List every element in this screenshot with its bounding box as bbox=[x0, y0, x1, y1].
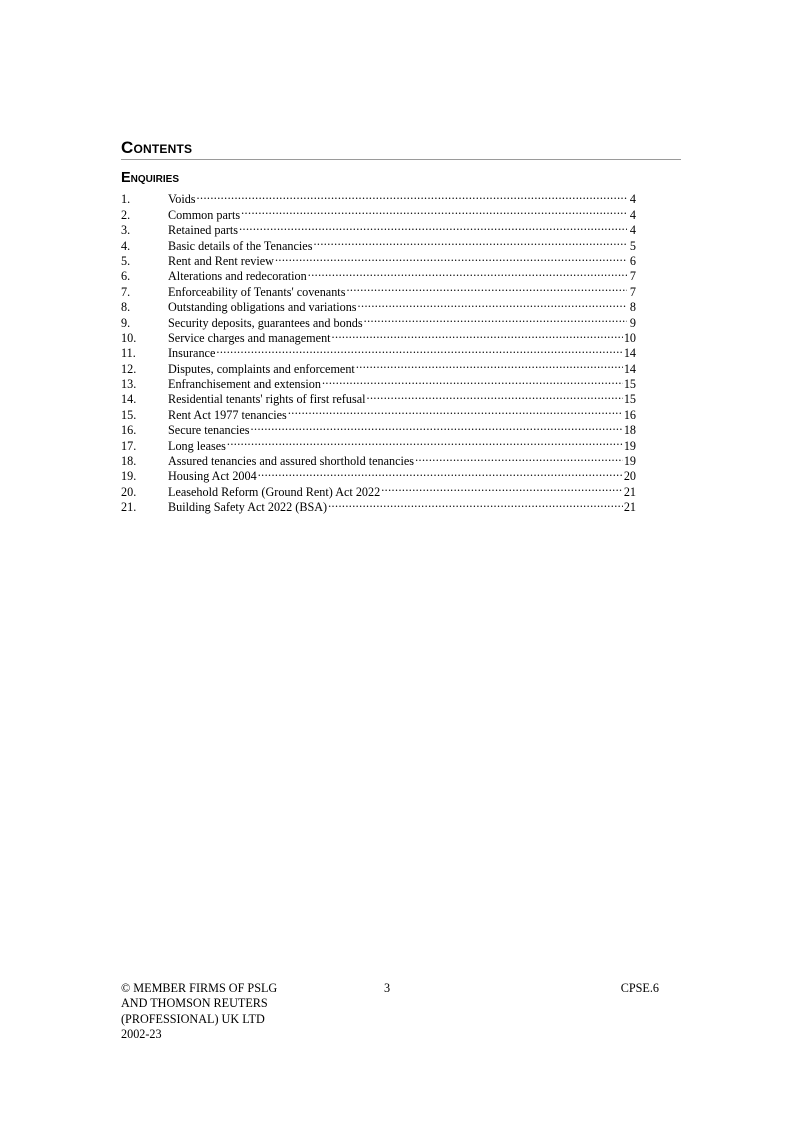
toc-dot-leader bbox=[332, 327, 623, 342]
toc-entry-number: 6. bbox=[121, 269, 131, 284]
toc-entry-title[interactable]: Enfranchisement and extension bbox=[168, 377, 321, 392]
toc-dot-leader bbox=[258, 465, 623, 480]
toc-entry-title[interactable]: Long leases bbox=[168, 438, 226, 453]
toc-entry-number: 5. bbox=[121, 253, 131, 268]
toc-dot-leader bbox=[328, 496, 623, 511]
toc-entry-page[interactable]: 19 bbox=[623, 438, 636, 453]
toc-entry-number: 20. bbox=[121, 484, 137, 499]
toc-dot-leader bbox=[346, 280, 627, 295]
toc-entry-number: 21. bbox=[121, 500, 137, 515]
toc-entry-page[interactable]: 20 bbox=[623, 469, 636, 484]
toc-dot-leader bbox=[275, 250, 627, 265]
toc-dot-leader bbox=[308, 265, 627, 280]
toc-entry-title[interactable]: Insurance bbox=[168, 346, 216, 361]
toc-entry-title[interactable]: Rent and Rent review bbox=[168, 253, 274, 268]
toc-entry-page[interactable]: 14 bbox=[623, 346, 636, 361]
toc-entry-number: 4. bbox=[121, 238, 131, 253]
toc-entry-number: 10. bbox=[121, 330, 137, 345]
toc-entry-page[interactable]: 9 bbox=[629, 315, 636, 330]
toc-entry-title[interactable]: Disputes, complaints and enforcement bbox=[168, 361, 355, 376]
toc-entry-number: 15. bbox=[121, 407, 137, 422]
toc-entry-number: 14. bbox=[121, 392, 137, 407]
toc-entry-number: 11. bbox=[121, 346, 136, 361]
toc-dot-leader bbox=[241, 203, 627, 218]
toc-dot-leader bbox=[415, 450, 623, 465]
toc-entry-page[interactable]: 7 bbox=[629, 284, 636, 299]
toc-entry-title[interactable]: Security deposits, guarantees and bonds bbox=[168, 315, 363, 330]
footer-copyright-line: © MEMBER FIRMS OF PSLG bbox=[121, 981, 278, 995]
toc-dot-leader bbox=[322, 373, 623, 388]
toc-entry-title[interactable]: Secure tenancies bbox=[168, 423, 250, 438]
toc-entry-number: 17. bbox=[121, 438, 137, 453]
toc-entry-number: 3. bbox=[121, 223, 131, 238]
toc-entry-title[interactable]: Basic details of the Tenancies bbox=[168, 238, 313, 253]
toc-dot-leader bbox=[239, 219, 627, 234]
toc-entry[interactable] bbox=[121, 188, 636, 207]
toc-dot-leader bbox=[356, 357, 623, 372]
toc-entry-page[interactable]: 8 bbox=[629, 300, 636, 315]
footer-copyright-line: AND THOMSON REUTERS bbox=[121, 996, 268, 1011]
toc-dot-leader bbox=[227, 434, 623, 449]
toc-dot-leader bbox=[288, 403, 623, 418]
toc-entry-page[interactable]: 5 bbox=[629, 238, 636, 253]
toc-entry-title[interactable]: Outstanding obligations and variations bbox=[168, 300, 357, 315]
toc-entry-number: 13. bbox=[121, 377, 137, 392]
toc-entry[interactable] bbox=[121, 203, 636, 222]
toc-entry-page[interactable]: 19 bbox=[623, 454, 636, 469]
toc-entry-title[interactable]: Alterations and redecoration bbox=[168, 269, 307, 284]
toc-entry-title[interactable]: Leasehold Reform (Ground Rent) Act 2022 bbox=[168, 484, 381, 499]
toc-entry-page[interactable]: 10 bbox=[623, 330, 636, 345]
toc-entry-title[interactable]: Building Safety Act 2022 (BSA) bbox=[168, 500, 328, 515]
toc-dot-leader bbox=[358, 296, 627, 311]
toc-entry-page[interactable]: 15 bbox=[623, 377, 636, 392]
toc-entry-title[interactable]: Housing Act 2004 bbox=[168, 469, 257, 484]
footer-copyright-line: (PROFESSIONAL) UK LTD bbox=[121, 1011, 265, 1026]
footer-copyright bbox=[121, 981, 321, 1042]
toc-dot-leader bbox=[251, 419, 623, 434]
table-of-contents bbox=[121, 188, 636, 515]
toc-entry-page[interactable]: 16 bbox=[623, 407, 636, 422]
toc-dot-leader bbox=[381, 480, 623, 495]
toc-entry-page[interactable]: 21 bbox=[623, 484, 636, 499]
toc-entry-page[interactable]: 4 bbox=[629, 223, 636, 238]
toc-entry-title[interactable]: Enforceability of Tenants' covenants bbox=[168, 284, 346, 299]
section-heading-enquiries: Enquiries bbox=[121, 170, 180, 186]
toc-entry-number: 7. bbox=[121, 284, 131, 299]
footer-page-number: 3 bbox=[384, 981, 391, 995]
toc-entry-title[interactable]: Common parts bbox=[168, 207, 241, 222]
toc-dot-leader bbox=[313, 234, 627, 249]
contents-heading: Contents bbox=[121, 138, 681, 160]
toc-entry-number: 2. bbox=[121, 207, 131, 222]
footer-document-code: CPSE.6 bbox=[620, 981, 659, 995]
toc-entry-number: 1. bbox=[121, 192, 131, 207]
toc-entry-number: 18. bbox=[121, 454, 137, 469]
toc-dot-leader bbox=[364, 311, 627, 326]
footer-copyright-line: 2002-23 bbox=[121, 1026, 162, 1041]
toc-entry-title[interactable]: Retained parts bbox=[168, 223, 239, 238]
toc-entry-title[interactable]: Service charges and management bbox=[168, 330, 331, 345]
toc-entry-page[interactable]: 4 bbox=[629, 192, 636, 207]
toc-entry-page[interactable]: 7 bbox=[629, 269, 636, 284]
toc-entry-number: 16. bbox=[121, 423, 137, 438]
toc-entry-page[interactable]: 6 bbox=[629, 253, 636, 268]
toc-dot-leader bbox=[197, 188, 627, 203]
toc-entry-page[interactable]: 21 bbox=[623, 500, 636, 515]
toc-dot-leader bbox=[367, 388, 623, 403]
toc-entry-page[interactable]: 14 bbox=[623, 361, 636, 376]
toc-entry-title[interactable]: Residential tenants' rights of first refusal bbox=[168, 392, 366, 407]
toc-entry-title[interactable]: Voids bbox=[168, 192, 196, 207]
toc-entry-page[interactable]: 15 bbox=[623, 392, 636, 407]
toc-entry-title[interactable]: Assured tenancies and assured shorthold tenancies bbox=[168, 454, 415, 469]
toc-entry-number: 8. bbox=[121, 300, 131, 315]
toc-entry-number: 19. bbox=[121, 469, 137, 484]
toc-entry-number: 12. bbox=[121, 361, 137, 376]
toc-entry-title[interactable]: Rent Act 1977 tenancies bbox=[168, 407, 287, 422]
toc-entry-page[interactable]: 4 bbox=[629, 207, 636, 222]
toc-entry-page[interactable]: 18 bbox=[623, 423, 636, 438]
toc-dot-leader bbox=[216, 342, 622, 357]
toc-entry-number: 9. bbox=[121, 315, 131, 330]
